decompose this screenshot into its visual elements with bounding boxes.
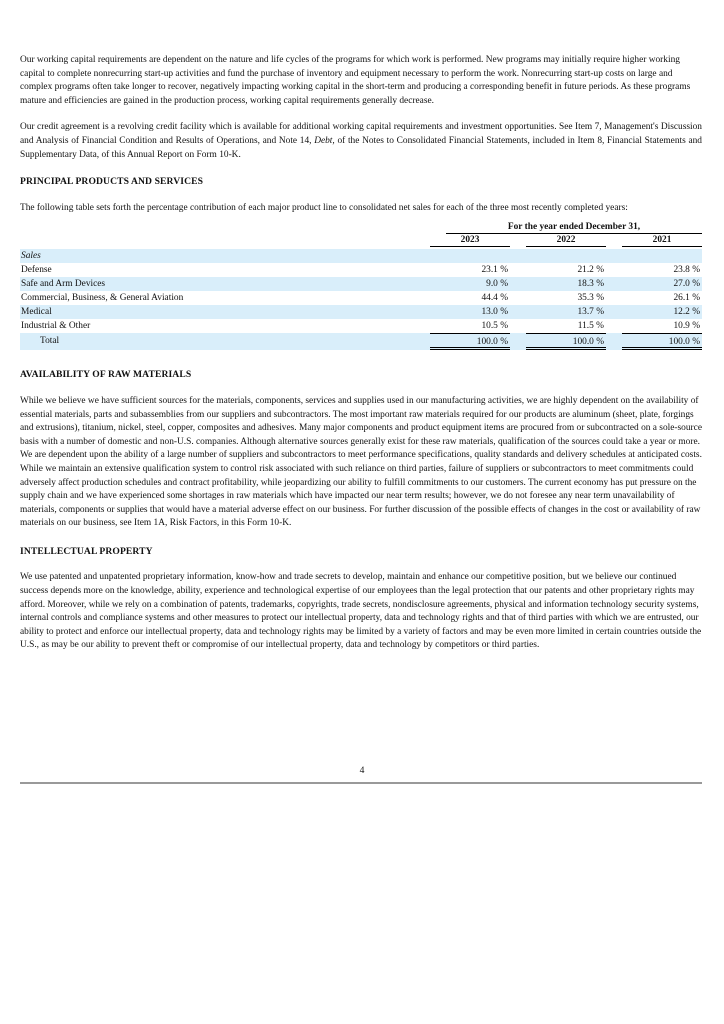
working-capital-paragraph: Our working capital requirements are dependent on the nature and life cycles of the programs for which work is performed. New programs may initially require higher working capital to complete nonrecurring start-up activities and fund the purchase of inventory and equipment necessary to perform the work. Nonrecurring start-up costs on large and complex programs often take longer to recover, negatively impacting working capital in the short-term and producing a corresponding benefit in future periods. As these programs mature and efficiencies are gained in the production process, working capital requirements generally decrease. (20, 55, 691, 106)
cell-2021: 12.2 % (673, 307, 700, 318)
cell-2022: 11.5 % (577, 321, 604, 332)
page-footer-rule (20, 782, 702, 784)
row-label: Industrial & Other (21, 321, 91, 332)
table-section-label: Sales (21, 251, 41, 262)
year-header-2022: 2022 (526, 234, 606, 247)
credit-agreement-paragraph (20, 121, 702, 162)
table-period-header-row (20, 221, 702, 234)
total-2022: 100.0 % (526, 333, 606, 350)
table-row (20, 263, 702, 277)
table-year-header-row (20, 234, 702, 247)
cell-2021: 26.1 % (673, 293, 700, 304)
total-label: Total (40, 336, 60, 347)
cell-2022: 21.2 % (577, 265, 604, 276)
product-sales-table (20, 221, 702, 350)
cell-2021: 27.0 % (673, 279, 700, 290)
row-label: Defense (21, 265, 52, 276)
credit-text-1: Our credit agreement is a revolving credit facility which is available for additional working capital requirements and investment opportunities. See Item 7, Management's Discussion and Analysis of Financial Condition and Results of Operations, and Note 14, (20, 122, 702, 146)
table-row-total (20, 333, 702, 350)
cell-2021: 23.8 % (673, 265, 700, 276)
page-number: 4 (359, 765, 365, 776)
row-label: Commercial, Business, & General Aviation (21, 293, 184, 304)
cell-2023: 9.0 % (486, 279, 508, 290)
table-row (20, 319, 702, 333)
heading-principal-products: PRINCIPAL PRODUCTS AND SERVICES (20, 176, 204, 188)
cell-2023: 10.5 % (481, 321, 508, 332)
year-header-2023: 2023 (430, 234, 510, 247)
table-row-section (20, 249, 702, 263)
cell-2023: 23.1 % (481, 265, 508, 276)
cell-2023: 44.4 % (481, 293, 508, 304)
table-row (20, 291, 702, 305)
cell-2021: 10.9 % (673, 321, 700, 332)
heading-raw-materials: AVAILABILITY OF RAW MATERIALS (20, 369, 192, 381)
year-header-2021: 2021 (622, 234, 702, 247)
table-row (20, 305, 702, 319)
total-2023: 100.0 % (430, 333, 510, 350)
credit-text-italic: Debt, (314, 135, 335, 146)
cell-2022: 35.3 % (577, 293, 604, 304)
cell-2022: 13.7 % (577, 307, 604, 318)
heading-intellectual-property: INTELLECTUAL PROPERTY (20, 545, 153, 557)
credit-text-2: of the Notes to Consolidated Financial Statements, included in Item 8, Financial Statements and Supplementary Data, of this Annual Report on Form 10-K. (20, 135, 702, 160)
row-label: Safe and Arm Devices (21, 279, 106, 290)
cell-2023: 13.0 % (481, 307, 508, 318)
document-page (20, 54, 702, 666)
intellectual-property-paragraph: We use patented and unpatented proprietary information, know-how and trade secrets to develop, maintain and enhance our competitive position, but we believe our continued success depends more on the knowledge, ability, experience and technological expertise of our employees than the legal protection that our patents and other proprietary rights may afford. Moreover, while we rely on a combination of patents, trademarks, copyrights, trade secrets, nondisclosure agreements, physical and information technology security systems, internal controls and compliance systems and other measures to protect our intellectual property, data and technology rights and that of third parties with which we are entrusted, our ability to protect and enforce our intellectual property, data and technology rights may be limited by a variety of factors and may be even more limited in certain countries outside the U.S., as may be our ability to prevent theft or compromise of our intellectual property, data and technology by competitors or third parties. (20, 572, 702, 651)
row-label: Medical (21, 307, 52, 318)
products-intro-paragraph: The following table sets forth the percentage contribution of each major product line to consolidated net sales for each of the three most recently completed years: (20, 202, 628, 213)
table-row (20, 277, 702, 291)
cell-2022: 18.3 % (577, 279, 604, 290)
raw-materials-paragraph: While we believe we have sufficient sources for the materials, components, services and supplies used in our manufacturing activities, we are highly dependent on the availability of essential materials, parts and subassemblies from our suppliers and subcontractors. The most important raw materials required for our products are aluminum (sheet, plate, forgings and extrusions), titanium, nickel, steel, copper, composites and adhesives. Many major components and product equipment items are procured from or subcontracted on a sole-source basis with a number of domestic and non-U.S. companies. Although alternative sources generally exist for these raw materials, qualification of the sources could take a year or more. We are dependent upon the ability of a large number of suppliers and subcontractors to meet performance specifications, quality standards and delivery schedules at anticipated costs. While we maintain an extensive qualification system to control risk associated with such reliance on third parties, failure of suppliers or subcontractors to meet commitments could adversely affect production schedules and contract profitability, while jeopardizing our ability to fulfill commitments to our customers. The current economy has put pressure on the supply chain and we have experienced some shortages in raw materials which have impacted our near term results; however, we do not foresee any near term unavailability of materials, components or supplies that would have a material adverse effect on our business. For further discussion of the possible effects of changes in the cost or availability of raw materials on our business, see Item 1A, Risk Factors, in this Form 10-K. (20, 395, 702, 529)
table-period-header: For the year ended December 31, (446, 221, 702, 234)
total-2021: 100.0 % (622, 333, 702, 350)
